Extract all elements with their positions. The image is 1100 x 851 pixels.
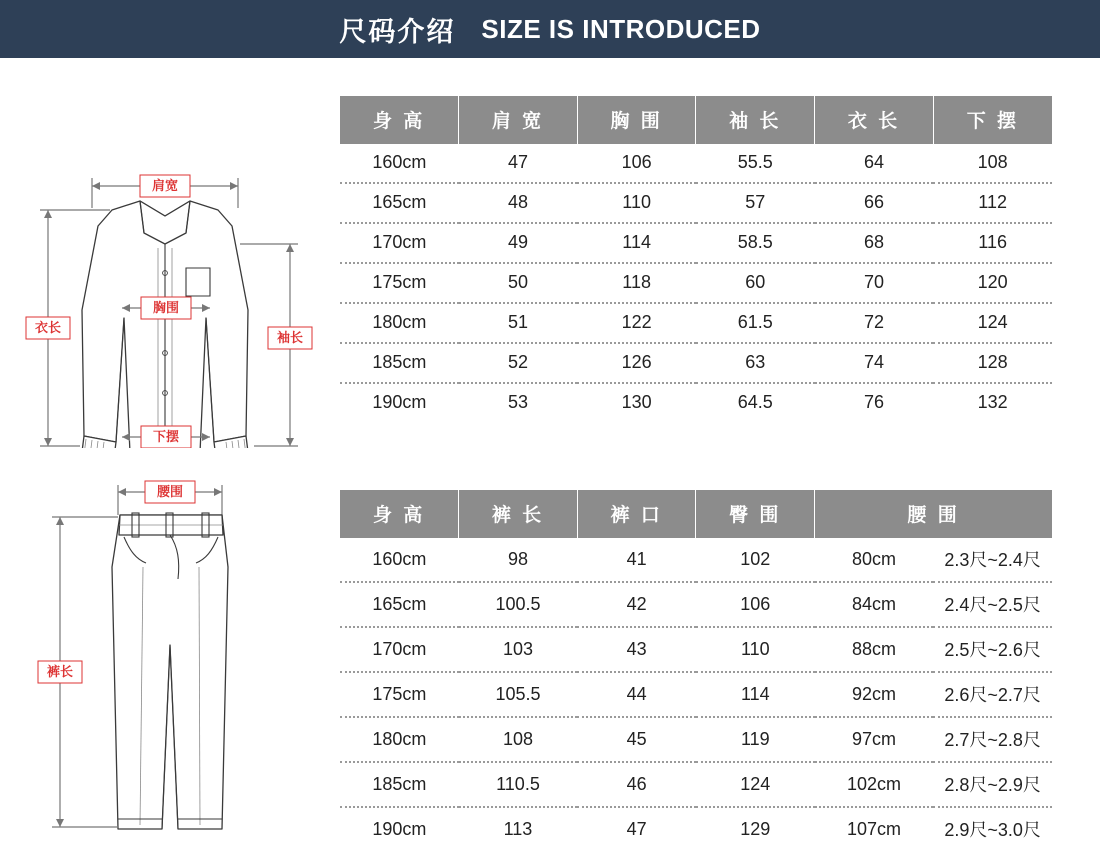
cell: 66 <box>815 183 934 223</box>
cell: 110.5 <box>459 762 578 807</box>
cell: 102cm <box>815 762 934 807</box>
cell: 47 <box>626 818 647 839</box>
cell: 175cm <box>340 672 459 717</box>
cell: 98 <box>459 538 578 582</box>
table-row <box>340 144 1052 183</box>
cell: 180cm <box>340 717 459 762</box>
pants-shape <box>112 513 228 829</box>
cell: 70 <box>815 263 934 303</box>
shirt-section <box>0 58 1100 448</box>
cell: 52 <box>459 343 578 383</box>
shirt-col-height: 身 高 <box>340 96 459 144</box>
cell: 2.7尺~2.8尺 <box>933 717 1052 762</box>
cell: 160cm <box>340 538 459 582</box>
shirt-shape <box>82 201 248 448</box>
pants-col-hip: 臀 围 <box>696 490 815 538</box>
cell: 44 <box>577 672 696 717</box>
hem-label: 下摆 <box>152 429 180 444</box>
cell: 88cm <box>815 627 934 672</box>
table-row <box>340 263 1052 303</box>
pants-diagram <box>0 455 340 837</box>
cell: 106 <box>577 144 696 183</box>
cell: 118 <box>577 263 696 303</box>
table-row <box>340 717 1052 762</box>
cell: 74 <box>815 343 934 383</box>
cell: 2.9尺~3.0尺 <box>944 820 1041 840</box>
shirt-size-table <box>340 96 1052 422</box>
cell: 2.3尺~2.4尺 <box>933 538 1052 582</box>
shirt-table-head <box>340 96 1052 144</box>
cell: 119 <box>696 717 815 762</box>
shirt-col-length: 衣 长 <box>815 96 934 144</box>
page-header <box>0 0 1100 58</box>
cell: 110 <box>696 627 815 672</box>
cell: 2.8尺~2.9尺 <box>933 762 1052 807</box>
cell: 2.4尺~2.5尺 <box>933 582 1052 627</box>
cell: 185cm <box>340 343 459 383</box>
table-row <box>340 183 1052 223</box>
table-row <box>340 303 1052 343</box>
cell: 114 <box>696 672 815 717</box>
waist-label: 腰围 <box>156 484 184 499</box>
cell: 84cm <box>815 582 934 627</box>
cell: 51 <box>459 303 578 343</box>
page-title-en: SIZE IS INTRODUCED <box>481 13 761 44</box>
cell: 105.5 <box>459 672 578 717</box>
pants-header-row <box>340 490 1052 538</box>
cell: 165cm <box>340 582 459 627</box>
cell: 45 <box>577 717 696 762</box>
cell: 68 <box>815 223 934 263</box>
pants-table-head <box>340 490 1052 538</box>
cell: 80cm <box>815 538 934 582</box>
cell: 63 <box>696 343 815 383</box>
cell: 124 <box>696 762 815 807</box>
cell: 60 <box>696 263 815 303</box>
table-row <box>340 383 1052 422</box>
cell: 124 <box>933 303 1052 343</box>
table-row <box>340 538 1052 582</box>
pants-col-waist: 腰 围 <box>815 490 1052 538</box>
cell: 126 <box>577 343 696 383</box>
cell: 114 <box>577 223 696 263</box>
cell: 132 <box>977 392 1008 412</box>
cell: 53 <box>507 392 528 412</box>
cell: 180cm <box>340 303 459 343</box>
cell: 2.6尺~2.7尺 <box>933 672 1052 717</box>
length-label: 衣长 <box>34 320 62 335</box>
cell: 112 <box>933 183 1052 223</box>
cell: 103 <box>459 627 578 672</box>
cell: 97cm <box>815 717 934 762</box>
cell: 64.5 <box>737 392 773 412</box>
cell: 61.5 <box>696 303 815 343</box>
cell: 170cm <box>340 223 459 263</box>
pants-size-table <box>340 490 1052 851</box>
table-row <box>340 223 1052 263</box>
cell: 106 <box>696 582 815 627</box>
cell: 48 <box>459 183 578 223</box>
cell: 76 <box>863 392 884 412</box>
shirt-figure <box>0 58 340 448</box>
table-row <box>340 627 1052 672</box>
page-title-cn: 尺码介绍 <box>339 16 456 47</box>
cell: 43 <box>577 627 696 672</box>
cell: 102 <box>696 538 815 582</box>
shirt-col-sleeve: 袖 长 <box>696 96 815 144</box>
table-row <box>340 582 1052 627</box>
cell: 170cm <box>340 627 459 672</box>
cell: 55.5 <box>696 144 815 183</box>
pants-col-cuff: 裤 口 <box>577 490 696 538</box>
cell: 122 <box>577 303 696 343</box>
sleeve-label: 袖长 <box>276 330 304 345</box>
table-row <box>340 807 1052 851</box>
chest-label: 胸围 <box>152 300 180 315</box>
cell: 128 <box>933 343 1052 383</box>
cell: 42 <box>577 582 696 627</box>
shirt-diagram <box>0 58 340 448</box>
cell: 120 <box>933 263 1052 303</box>
cell: 108 <box>933 144 1052 183</box>
cell: 49 <box>459 223 578 263</box>
cell: 116 <box>933 223 1052 263</box>
pants-col-height: 身 高 <box>340 490 459 538</box>
cell: 175cm <box>340 263 459 303</box>
pants-length-label: 裤长 <box>46 664 74 679</box>
cell: 2.5尺~2.6尺 <box>933 627 1052 672</box>
cell: 72 <box>815 303 934 343</box>
cell: 64 <box>815 144 934 183</box>
cell: 57 <box>696 183 815 223</box>
cell: 113 <box>503 818 533 839</box>
cell: 130 <box>621 392 652 412</box>
cell: 190cm <box>372 818 427 839</box>
cell: 165cm <box>340 183 459 223</box>
cell: 92cm <box>815 672 934 717</box>
cell: 160cm <box>340 144 459 183</box>
cell: 185cm <box>340 762 459 807</box>
shirt-table-wrap <box>340 58 1100 448</box>
shirt-header-row <box>340 96 1052 144</box>
cell: 190cm <box>372 392 427 412</box>
cell: 107cm <box>846 818 901 839</box>
cell: 58.5 <box>696 223 815 263</box>
shirt-col-shoulder: 肩 宽 <box>459 96 578 144</box>
pants-col-length: 裤 长 <box>459 490 578 538</box>
pants-table-wrap <box>340 455 1100 840</box>
shirt-col-chest: 胸 围 <box>577 96 696 144</box>
cell: 108 <box>459 717 578 762</box>
cell: 46 <box>577 762 696 807</box>
cell: 110 <box>577 183 696 223</box>
table-row <box>340 672 1052 717</box>
cell: 41 <box>577 538 696 582</box>
pants-section <box>0 455 1100 840</box>
pants-figure <box>0 455 340 837</box>
table-row <box>340 343 1052 383</box>
pants-table-body <box>340 538 1052 851</box>
shirt-col-hem: 下 摆 <box>933 96 1052 144</box>
cell: 129 <box>740 818 771 839</box>
cell: 50 <box>459 263 578 303</box>
table-row <box>340 762 1052 807</box>
shirt-table-body <box>340 144 1052 422</box>
shoulder-label: 肩宽 <box>151 178 179 193</box>
cell: 100.5 <box>459 582 578 627</box>
cell: 47 <box>459 144 578 183</box>
